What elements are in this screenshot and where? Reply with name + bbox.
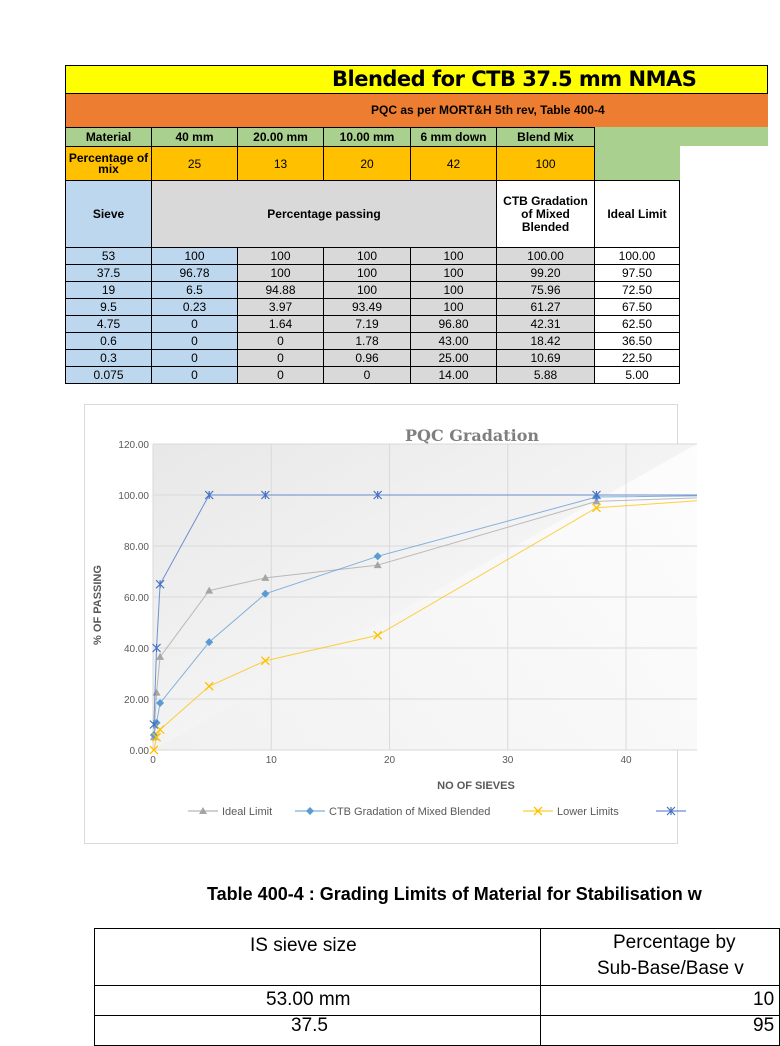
passing-20mm-cell: 100 — [238, 265, 324, 282]
sieve-cell: 4.75 — [66, 316, 152, 333]
table4-header-col1 — [94, 928, 541, 986]
y-tick-label: 80.00 — [123, 542, 149, 553]
gradation-table — [65, 127, 680, 384]
percent-20mm: 13 — [238, 147, 324, 181]
sheet-subtitle-row — [65, 94, 768, 127]
sieve-cell: 0.075 — [66, 367, 152, 384]
pqc-gradation-chart — [84, 404, 678, 844]
ctb-cell: 99.20 — [497, 265, 595, 282]
material-col-blend: Blend Mix — [497, 128, 595, 147]
ctb-cell: 5.88 — [497, 367, 595, 384]
header-passing: Percentage passing — [152, 181, 497, 248]
table4-row1-col2 — [540, 985, 780, 1016]
passing-20mm-cell: 0 — [238, 333, 324, 350]
x-tick-label: 30 — [502, 755, 514, 766]
header-row — [66, 181, 680, 248]
table4-row1-col1-text: 53.00 mm — [266, 989, 351, 1010]
sieve-row — [66, 299, 680, 316]
passing-40mm-cell: 0.23 — [152, 299, 238, 316]
passing-10mm-cell: 93.49 — [324, 299, 411, 316]
passing-20mm-cell: 0 — [238, 350, 324, 367]
passing-10mm-cell: 100 — [324, 265, 411, 282]
y-tick-label: 60.00 — [123, 593, 149, 604]
legend-label: Ideal Limit — [222, 806, 273, 818]
passing-20mm-cell: 100 — [238, 248, 324, 265]
sieve-row — [66, 265, 680, 282]
passing-40mm-cell: 100 — [152, 248, 238, 265]
legend-item — [523, 806, 619, 818]
table4-row1-col2-text: 10 — [753, 989, 775, 1010]
material-col-10mm: 10.00 mm — [324, 128, 411, 147]
passing-10mm-cell: 100 — [324, 248, 411, 265]
table4-row1-col1 — [94, 985, 541, 1016]
header-sieve: Sieve — [66, 181, 152, 248]
ctb-cell: 75.96 — [497, 282, 595, 299]
chart-x-axis-label: NO OF SIEVES — [437, 780, 515, 792]
x-tick-label: 0 — [150, 755, 156, 766]
y-tick-label: 40.00 — [123, 644, 149, 655]
percent-40mm: 25 — [152, 147, 238, 181]
x-tick-label: 20 — [383, 755, 396, 766]
percent-label: Percentage of mix — [66, 147, 152, 181]
percent-6mm: 42 — [411, 147, 497, 181]
x-tick-label: 40 — [620, 755, 632, 766]
passing-20mm-cell: 0 — [238, 367, 324, 384]
data-point — [776, 491, 780, 499]
percent-10mm: 20 — [324, 147, 411, 181]
ctb-cell: 18.42 — [497, 333, 595, 350]
data-point — [776, 491, 780, 499]
passing-6mm-cell: 100 — [411, 282, 497, 299]
passing-40mm-cell: 0 — [152, 316, 238, 333]
percent-row — [66, 147, 680, 181]
data-point — [306, 807, 314, 815]
passing-10mm-cell: 0 — [324, 367, 411, 384]
y-tick-label: 120.00 — [118, 440, 149, 451]
passing-6mm-cell: 100 — [411, 248, 497, 265]
material-col-6mm: 6 mm down — [411, 128, 497, 147]
passing-20mm-cell: 1.64 — [238, 316, 324, 333]
chart-title: PQC Gradation — [404, 426, 540, 445]
passing-40mm-cell: 6.5 — [152, 282, 238, 299]
passing-40mm-cell: 96.78 — [152, 265, 238, 282]
legend-label: CTB Gradation of Mixed Blended — [329, 806, 491, 818]
passing-6mm-cell: 100 — [411, 299, 497, 316]
ideal-cell: 72.50 — [595, 282, 680, 299]
chart-legend — [188, 806, 686, 818]
sieve-cell: 53 — [66, 248, 152, 265]
material-row — [66, 128, 680, 147]
sieve-row — [66, 367, 680, 384]
passing-6mm-cell: 100 — [411, 265, 497, 282]
material-col-20mm: 20.00 mm — [238, 128, 324, 147]
passing-6mm-cell: 25.00 — [411, 350, 497, 367]
table4-title: Table 400-4 : Grading Limits of Material for Stabilisation w — [207, 884, 702, 904]
sheet-title: Blended for CTB 37.5 mm NMAS — [332, 67, 697, 91]
passing-6mm-cell: 14.00 — [411, 367, 497, 384]
ideal-cell: 67.50 — [595, 299, 680, 316]
material-empty-cell — [595, 128, 680, 147]
sieve-cell: 19 — [66, 282, 152, 299]
data-point — [776, 491, 780, 499]
table4-header-col2 — [540, 928, 780, 986]
passing-20mm-cell: 94.88 — [238, 282, 324, 299]
table4-row2-col2 — [540, 1015, 780, 1046]
ideal-cell: 36.50 — [595, 333, 680, 350]
passing-10mm-cell: 100 — [324, 282, 411, 299]
ctb-cell: 10.69 — [497, 350, 595, 367]
passing-10mm-cell: 7.19 — [324, 316, 411, 333]
legend-item — [295, 806, 490, 818]
sieve-row — [66, 350, 680, 367]
legend-label: Lower Limits — [557, 806, 619, 818]
passing-40mm-cell: 0 — [152, 333, 238, 350]
table4-header-col1-text: IS sieve size — [250, 935, 357, 956]
passing-6mm-cell: 43.00 — [411, 333, 497, 350]
legend-item — [656, 807, 686, 815]
percent-empty-cell — [595, 147, 680, 181]
sieve-cell: 37.5 — [66, 265, 152, 282]
sheet-title-row — [65, 65, 768, 94]
chart-y-axis-label: % OF PASSING — [92, 565, 104, 645]
sieve-row — [66, 248, 680, 265]
y-tick-label: 20.00 — [123, 695, 149, 706]
ideal-cell: 5.00 — [595, 367, 680, 384]
material-label: Material — [66, 128, 152, 147]
sieve-cell: 0.3 — [66, 350, 152, 367]
material-col-40mm: 40 mm — [152, 128, 238, 147]
table4-header-col2-line2: Sub-Base/Base v — [597, 958, 744, 979]
percent-blend: 100 — [497, 147, 595, 181]
table4 — [94, 928, 775, 1036]
ctb-cell: 42.31 — [497, 316, 595, 333]
header-ideal: Ideal Limit — [595, 181, 680, 248]
sieve-row — [66, 333, 680, 350]
y-tick-label: 100.00 — [118, 491, 149, 502]
passing-40mm-cell: 0 — [152, 367, 238, 384]
sieve-row — [66, 316, 680, 333]
table4-row2-col1 — [94, 1015, 541, 1046]
passing-40mm-cell: 0 — [152, 350, 238, 367]
sheet-subtitle: PQC as per MORT&H 5th rev, Table 400-4 — [371, 103, 605, 117]
ctb-cell: 61.27 — [497, 299, 595, 316]
sieve-cell: 9.5 — [66, 299, 152, 316]
data-point — [776, 491, 780, 498]
ideal-cell: 97.50 — [595, 265, 680, 282]
passing-10mm-cell: 1.78 — [324, 333, 411, 350]
ctb-cell: 100.00 — [497, 248, 595, 265]
chart-svg — [85, 405, 679, 845]
table4-row2-col1-text: 37.5 — [291, 1015, 328, 1036]
legend-item — [188, 806, 272, 818]
y-tick-label: 0.00 — [129, 746, 149, 757]
passing-6mm-cell: 96.80 — [411, 316, 497, 333]
passing-10mm-cell: 0.96 — [324, 350, 411, 367]
passing-20mm-cell: 3.97 — [238, 299, 324, 316]
sieve-row — [66, 282, 680, 299]
ideal-cell: 62.50 — [595, 316, 680, 333]
table4-header-col2-line1: Percentage by — [613, 932, 736, 953]
table4-row2-col2-text: 95 — [753, 1015, 775, 1036]
sieve-cell: 0.6 — [66, 333, 152, 350]
ideal-cell: 100.00 — [595, 248, 680, 265]
ideal-cell: 22.50 — [595, 350, 680, 367]
header-ctb: CTB Gradation of Mixed Blended — [497, 181, 595, 248]
x-tick-label: 10 — [265, 755, 277, 766]
